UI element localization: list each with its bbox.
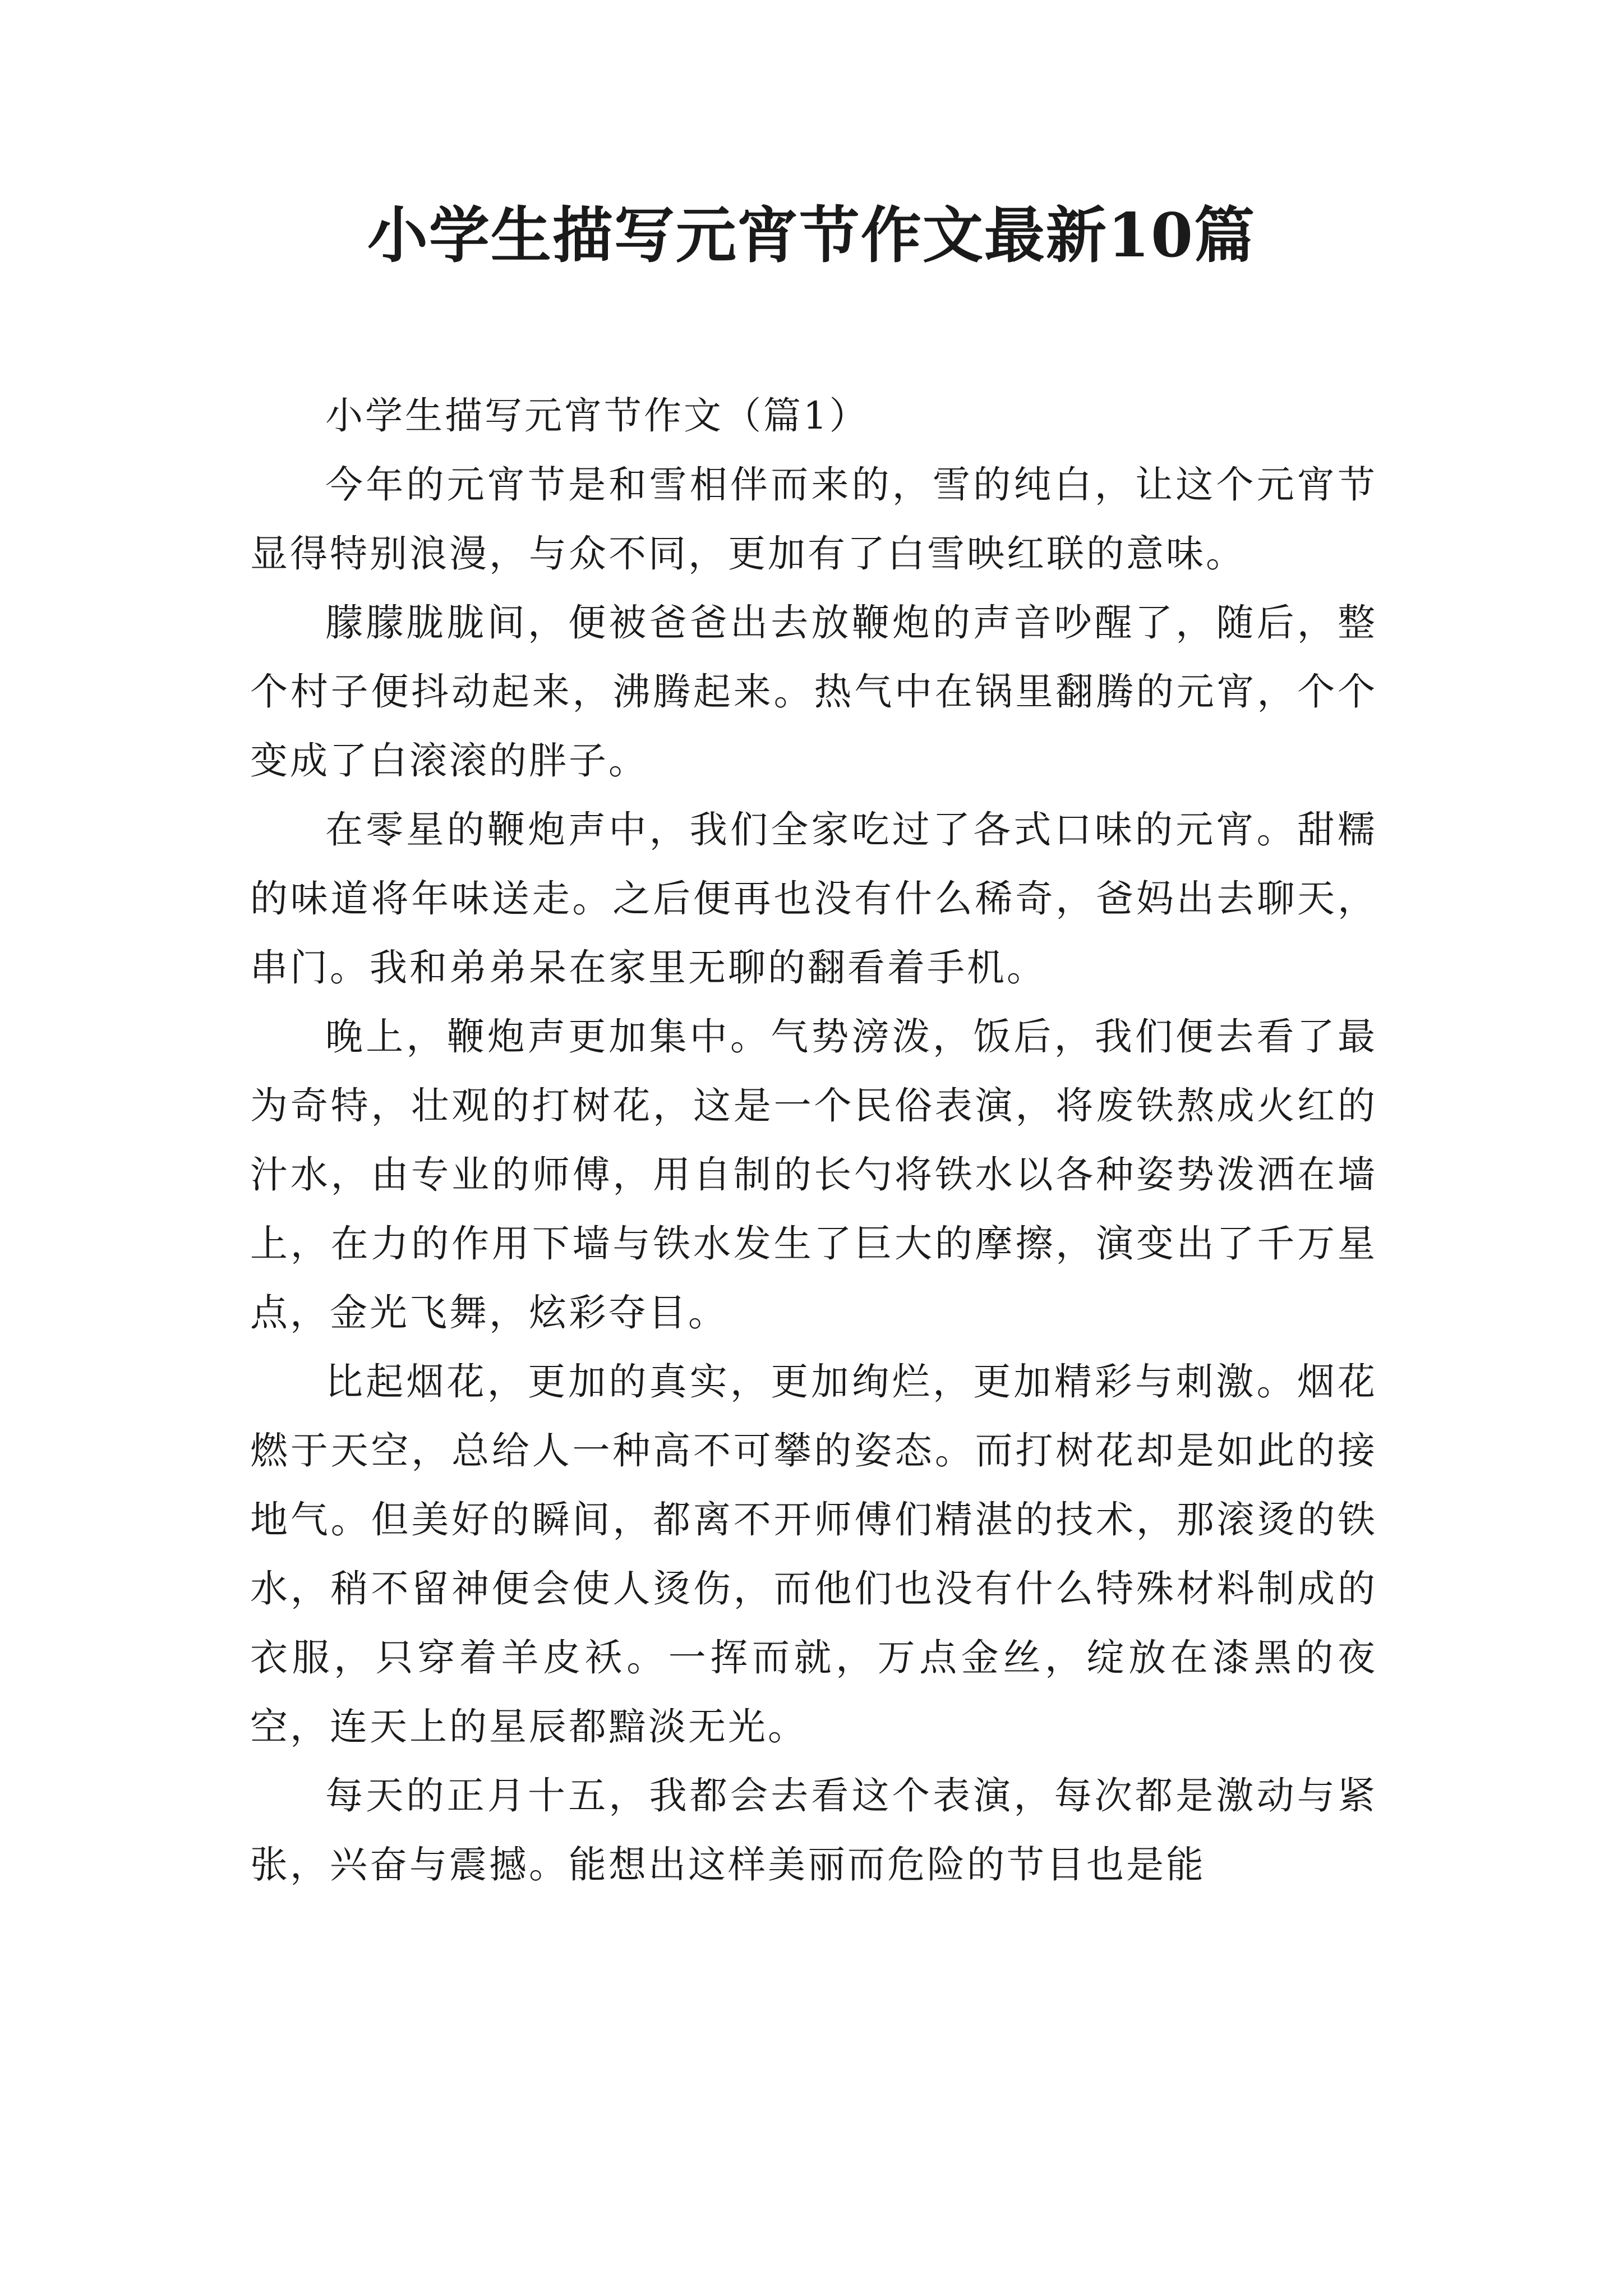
paragraph: 比起烟花，更加的真实，更加绚烂，更加精彩与刺激。烟花燃于天空，总给人一种高不可攀的姿态。而打树花却是如此的接地气。但美好的瞬间，都离不开师傅们精湛的技术，那滚烫的铁水，稍不留神便会使人烫伤，而他们也没有什么特殊材料制成的衣服，只穿着羊皮袄。一挥而就，万点金丝，绽放在漆黑的夜空，连天上的星辰都黯淡无光。 [250, 1360, 1377, 1749]
document-body [250, 381, 1377, 1899]
paragraph: 每天的正月十五，我都会去看这个表演，每次都是激动与紧张，兴奋与震撼。能想出这样美丽而危险的节目也是能 [250, 1774, 1377, 1887]
section-heading: 小学生描写元宵节作文（篇1） [325, 394, 869, 438]
paragraph: 今年的元宵节是和雪相伴而来的，雪的纯白，让这个元宵节显得特别浪漫，与众不同，更加有了白雪映红联的意味。 [250, 463, 1377, 576]
document-title: 小学生描写元宵节作文最新10篇 [367, 200, 1256, 271]
paragraph: 朦朦胧胧间，便被爸爸出去放鞭炮的声音吵醒了，随后，整个村子便抖动起来，沸腾起来。热气中在锅里翻腾的元宵，个个变成了白滚滚的胖子。 [250, 601, 1377, 783]
paragraph: 晚上，鞭炮声更加集中。气势滂泼，饭后，我们便去看了最为奇特，壮观的打树花，这是一个民俗表演，将废铁熬成火红的汁水，由专业的师傅，用自制的长勺将铁水以各种姿势泼洒在墙上，在力的作用下墙与铁水发生了巨大的摩擦，演变出了千万星点，金光飞舞，炫彩夺目。 [250, 1015, 1377, 1335]
paragraph: 在零星的鞭炮声中，我们全家吃过了各式口味的元宵。甜糯的味道将年味送走。之后便再也没有什么稀奇，爸妈出去聊天，串门。我和弟弟呆在家里无聊的翻看着手机。 [250, 808, 1377, 990]
